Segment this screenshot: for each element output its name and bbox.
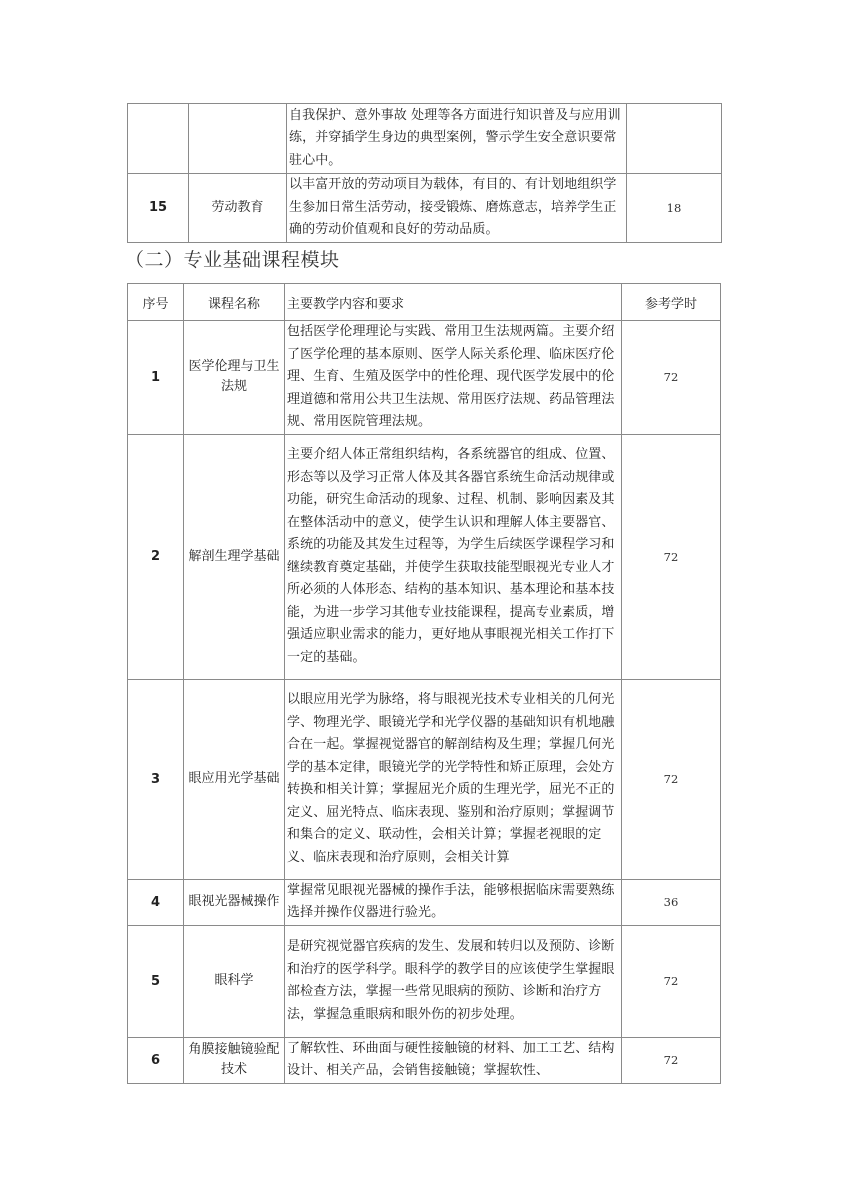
course-description: 掌握常见眼视光器械的操作手法，能够根据临床需要熟练选择并操作仪器进行验光。	[285, 879, 622, 925]
row-number: 1	[128, 321, 184, 435]
table-row	[128, 321, 721, 435]
course-name: 眼视光器械操作	[184, 879, 285, 925]
course-name: 眼科学	[184, 925, 285, 1037]
table-row	[128, 104, 722, 174]
course-description: 以丰富开放的劳动项目为载体，有目的、有计划地组织学生参加日常生活劳动，接受锻炼、磨炼意志，培养学生正确的劳动价值观和良好的劳动品质。	[287, 174, 627, 243]
course-hours: 72	[622, 1037, 721, 1083]
row-number: 5	[128, 925, 184, 1037]
table-continued	[127, 103, 722, 243]
table-row	[128, 679, 721, 879]
row-number: 3	[128, 679, 184, 879]
course-description: 了解软性、环曲面与硬性接触镜的材料、加工工艺、结构设计、相关产品，会销售接触镜；掌握软性、	[285, 1037, 622, 1083]
course-description: 主要介绍人体正常组织结构，各系统器官的组成、位置、形态等以及学习正常人体及其各器官系统生命活动规律或功能，研究生命活动的现象、过程、机制、影响因素及其在整体活动中的意义，使学生认识和理解人体主要器官、系统的功能及其发生过程等，为学生后续医学课程学习和继续教育奠定基础，并使学生获取技能型眼视光专业人才所必须的人体形态、结构的基本知识、基本理论和基本技能，为进一步学习其他专业技能课程，提高专业素质，增强适应职业需求的能力，更好地从事眼视光相关工作打下一定的基础。	[285, 434, 622, 679]
course-hours: 36	[622, 879, 721, 925]
row-number: 4	[128, 879, 184, 925]
course-hours: 72	[622, 434, 721, 679]
course-hours: 72	[622, 925, 721, 1037]
course-description: 以眼应用光学为脉络，将与眼视光技术专业相关的几何光学、物理光学、眼镜光学和光学仪器的基础知识有机地融合在一起。掌握视觉器官的解剖结构及生理；掌握几何光学的基本定律，眼镜光学的光学特性和矫正原理，会处方转换和相关计算；掌握屈光介质的生理光学，屈光不正的定义、屈光特点、临床表现、鉴别和治疗原则；掌握调节和集合的定义、联动性，会相关计算；掌握老视眼的定义、临床表现和治疗原则，会相关计算	[285, 679, 622, 879]
course-name: 劳动教育	[189, 174, 287, 243]
table-row	[128, 879, 721, 925]
row-number: 6	[128, 1037, 184, 1083]
section-heading: （二）专业基础课程模块	[125, 249, 340, 271]
row-number: 15	[128, 174, 189, 243]
course-description: 包括医学伦理理论与实践、常用卫生法规两篇。主要介绍了医学伦理的基本原则、医学人际关系伦理、临床医疗伦理、生育、生殖及医学中的性伦理、现代医学发展中的伦理道德和常用公共卫生法规、常用医疗法规、药品管理法规、常用医院管理法规。	[285, 321, 622, 435]
row-number: 2	[128, 434, 184, 679]
table-row	[128, 174, 722, 243]
course-name: 角膜接触镜验配技术	[184, 1037, 285, 1083]
table-row	[128, 434, 721, 679]
course-name: 眼应用光学基础	[184, 679, 285, 879]
header-number: 序号	[128, 284, 184, 321]
course-hours: 72	[622, 679, 721, 879]
table-row	[128, 925, 721, 1037]
course-name: 解剖生理学基础	[184, 434, 285, 679]
course-hours: 72	[622, 321, 721, 435]
course-description: 是研究视觉器官疾病的发生、发展和转归以及预防、诊断和治疗的医学科学。眼科学的教学目的应该使学生掌握眼部检查方法，掌握一些常见眼病的预防、诊断和治疗方法，掌握急重眼病和眼外伤的初步处理。	[285, 925, 622, 1037]
table-header-row	[128, 284, 721, 321]
header-course-name: 课程名称	[184, 284, 285, 321]
header-content: 主要教学内容和要求	[285, 284, 622, 321]
course-name	[189, 104, 287, 174]
table-row	[128, 1037, 721, 1083]
course-hours: 18	[627, 174, 722, 243]
course-name: 医学伦理与卫生法规	[184, 321, 285, 435]
row-number	[128, 104, 189, 174]
header-hours: 参考学时	[622, 284, 721, 321]
course-description: 自我保护、意外事故 处理等各方面进行知识普及与应用训练，并穿插学生身边的典型案例，警示学生安全意识要常驻心中。	[287, 104, 627, 174]
course-hours	[627, 104, 722, 174]
course-table	[127, 283, 721, 1084]
